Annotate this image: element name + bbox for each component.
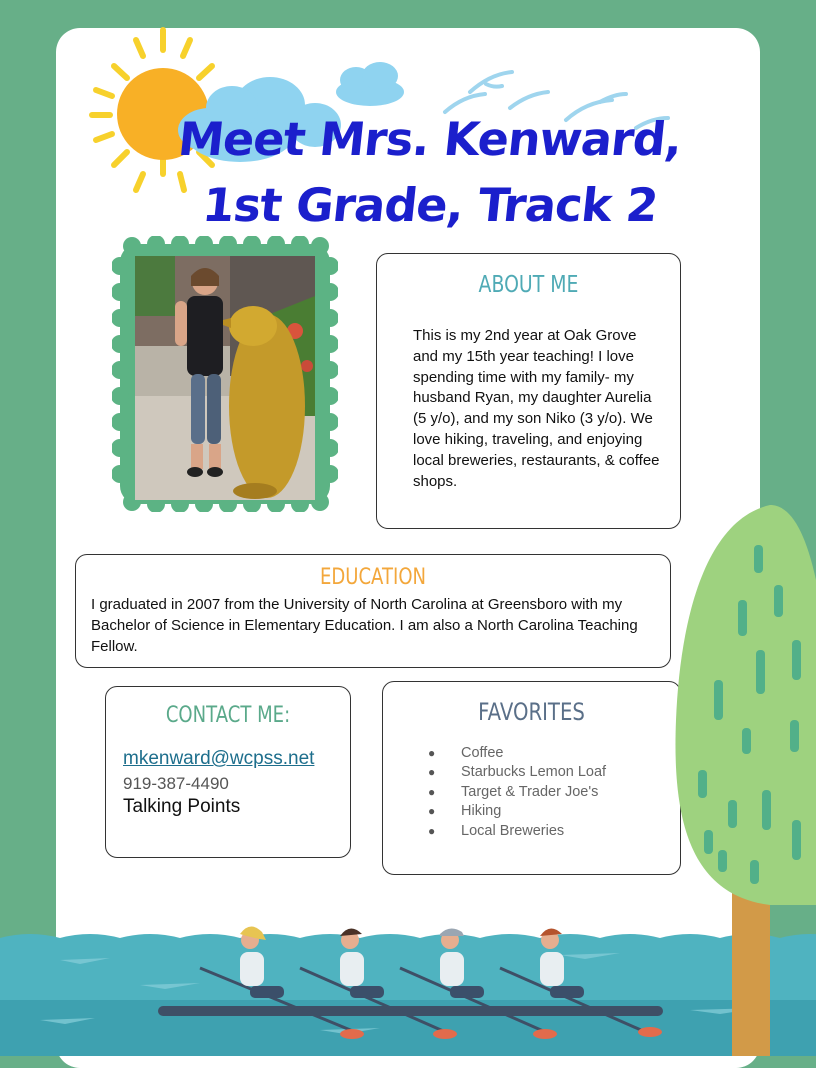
education-heading: EDUCATION: [319, 565, 427, 590]
favorites-heading: FAVORITES: [478, 698, 585, 726]
contact-heading: CONTACT ME:: [165, 703, 291, 728]
water-icon: [0, 934, 816, 1056]
page-title-line1: Meet Mrs. Kenward,: [175, 112, 685, 166]
bullet-icon: ●: [428, 804, 436, 819]
list-item: ● Target & Trader Joe's: [425, 783, 606, 802]
bullet-icon: ●: [428, 765, 436, 780]
phone-number: 919-387-4490: [123, 774, 229, 793]
email-link[interactable]: mkenward@wcpss.net: [123, 748, 315, 769]
list-item: ● Coffee: [425, 744, 606, 763]
bullet-icon: ●: [428, 746, 436, 760]
about-me-text: This is my 2nd year at Oak Grove and my 15th year teaching! I love spending time with my family- my husband Ryan, my daughter Aurelia (5 y/o), and my son Niko (3 y/o). We love hiking, traveling, and enjoying local breweries, restaurants, & coffee shops.: [413, 327, 660, 490]
list-item: ● Hiking: [425, 802, 606, 821]
list-item: ● Local Breweries: [425, 822, 606, 841]
page-title-line2: 1st Grade, Track 2: [199, 178, 661, 232]
about-me-heading: ABOUT ME: [478, 272, 579, 298]
bullet-icon: ●: [428, 784, 436, 799]
list-item: ● Starbucks Lemon Loaf: [425, 763, 606, 782]
bullet-icon: ●: [428, 823, 436, 838]
education-text: I graduated in 2007 from the University of North Carolina at Greensboro with my Bachelor of Science in Elementary Education. I am also a North Carolina Teaching Fellow.: [91, 596, 638, 655]
talking-points-text: Talking Points: [123, 796, 241, 817]
